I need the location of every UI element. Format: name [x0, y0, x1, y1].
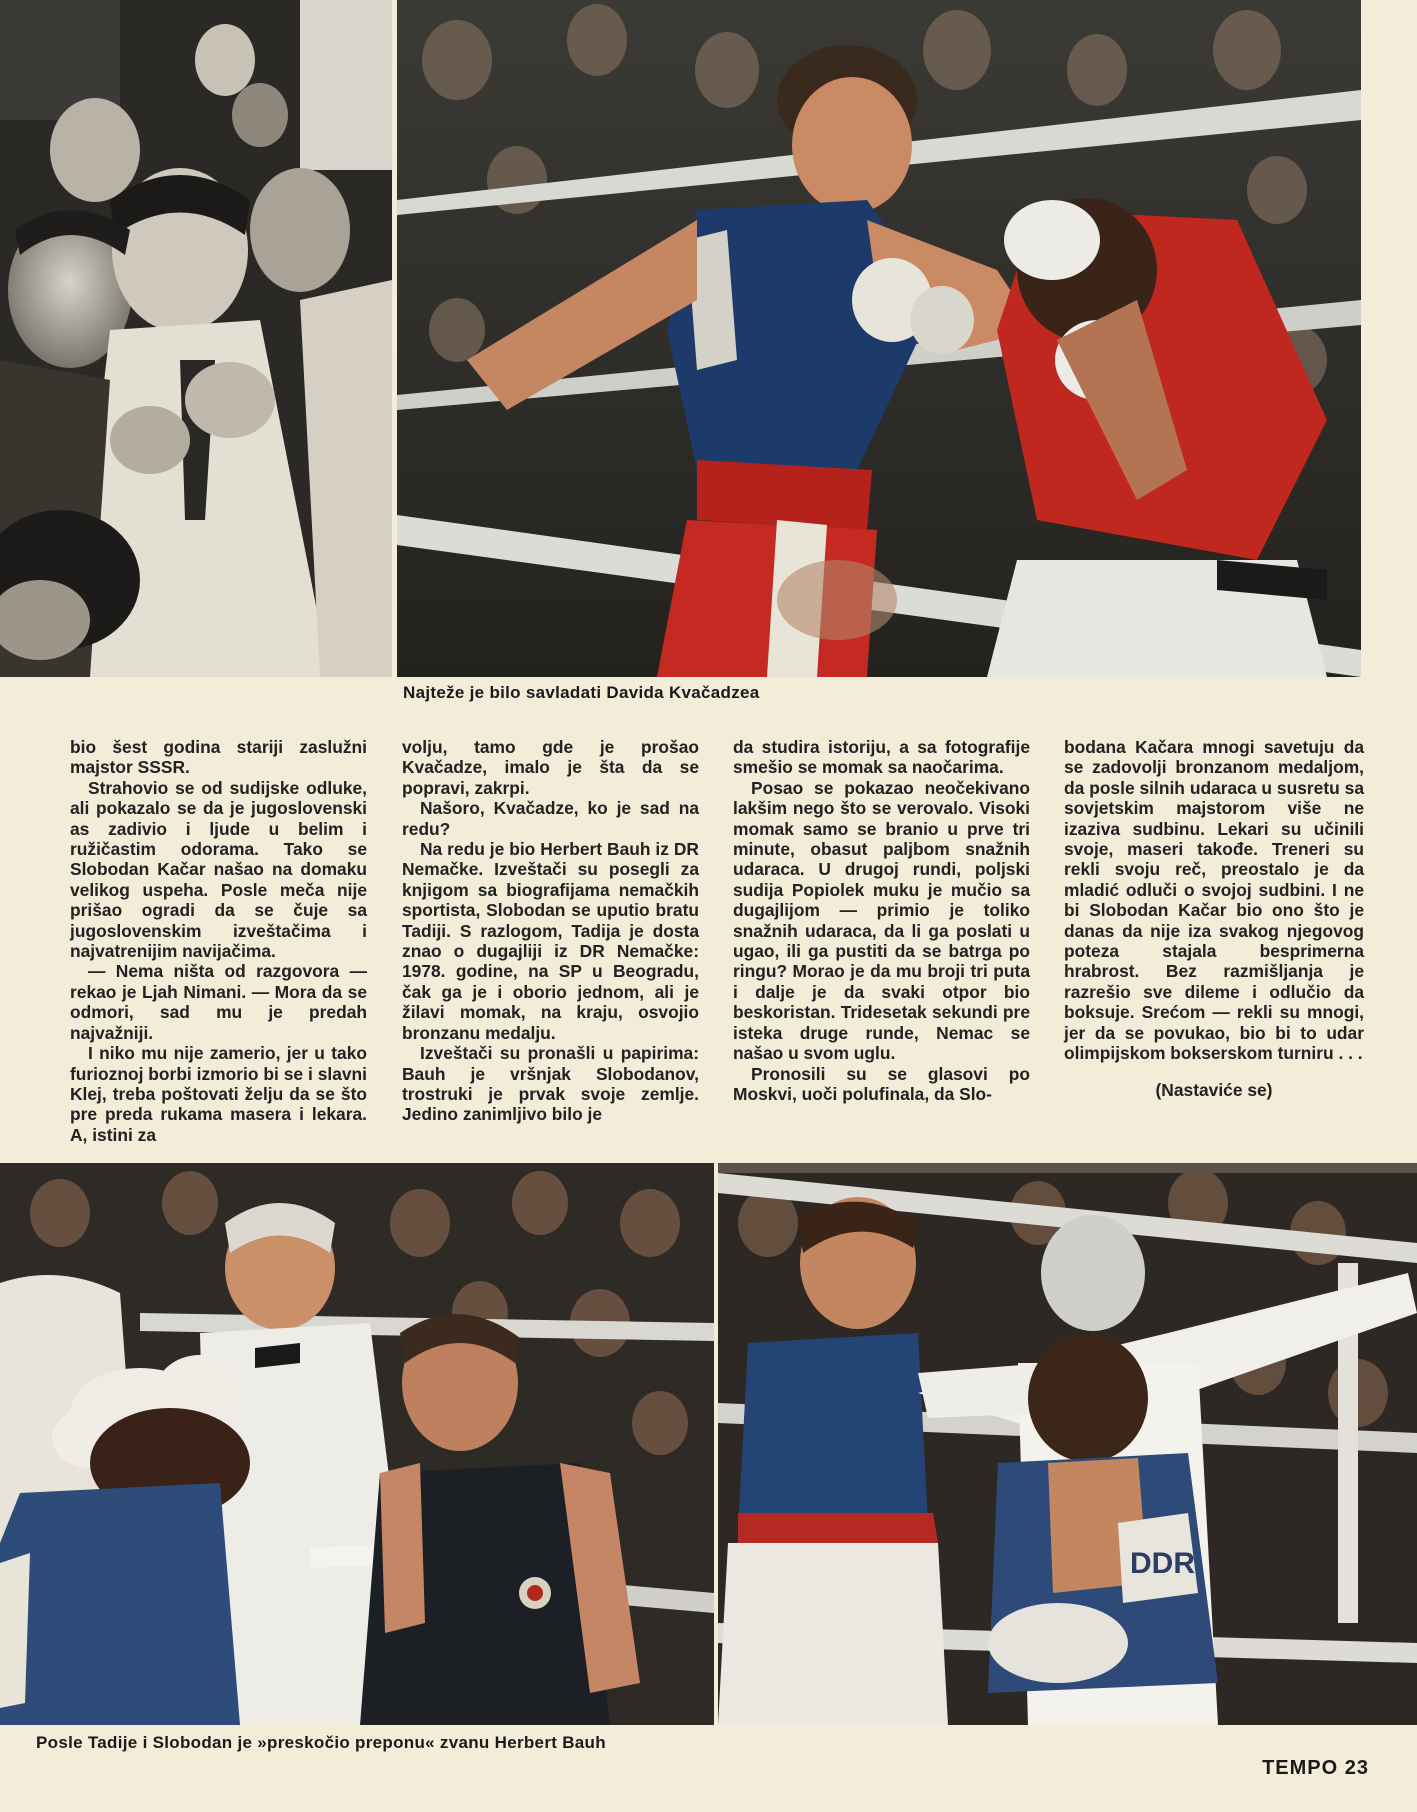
- column-2-paragraph-3: Na redu je bio Herbert Bauh iz DR Nemačke. Izveštači su posegli za knjigom sa biografijama nemačkih sportista, Slobodan se uputio bratu Tadiji. S razlogom, Tadija je dosta znao o dugajliji iz DR Nemačke: 1978. godine, na SP u Beogradu, čak ga je i oborio jednom, ali je žilavi momak, na kraju, osvojio bronzanu medalju.: [402, 839, 699, 1043]
- continuation-note: (Nastaviće se): [1155, 1079, 1273, 1100]
- column-1-paragraph-1: bio šest godina stariji zaslužni majstor SSSR.: [70, 737, 367, 778]
- column-2-paragraph-2: Našoro, Kvačadze, ko je sad na redu?: [402, 798, 699, 839]
- text-column-2: [402, 737, 699, 1125]
- column-3-paragraph-2: Posao se pokazao neočekivano lakšim nego što se verovalo. Visoki momak samo se branio u prve tri minute, obasut paljbom snažnih udaraca. U drugoj rundi, poljski sudija Popiolek muku je mučio sa dugajlijom — primio je toliko snažnih udaraca, da li ga poslati u ugao, ili ga pustiti da se batrga po ringu? Morao je da mu broji tri puta i dalje je da svaki otpor bio beskoristan. Tridesetak sekundi pre isteka druge runde, Nemac se našao u svom uglu.: [733, 777, 1030, 1064]
- text-column-3: [733, 737, 1030, 1104]
- crowd-celebration-photo: [0, 0, 392, 677]
- column-1-paragraph-4: I niko mu nije zamerio, jer u tako furioznoj borbi izmorio bi se i slavni Klej, treba poštovati želju da se što pre preda rukama masera i lekara. A, istini za: [70, 1043, 367, 1145]
- text-column-4: [1064, 737, 1364, 1100]
- page-folio: TEMPO 23: [1262, 1757, 1369, 1779]
- referee-raising-winner-photo: [718, 1163, 1417, 1725]
- column-3-paragraph-1: da studira istoriju, a sa fotografije smešio se momak sa naočarima.: [733, 737, 1030, 778]
- column-1-paragraph-2: Strahovio se od sudijske odluke, ali pokazalo se da je jugoslovenski as zadivio i ljude u belim i ružičastim odorama. Tako se Slobodan Kačar našao na domaku velikog uspeha. Posle meča nije prišao ogradi da se čuje sa jugoslovenskim izveštačima i najvatrenijim navijačima.: [70, 777, 367, 962]
- bottom-photo-caption: Posle Tadije i Slobodan je »preskočio preponu« zvanu Herbert Bauh: [36, 1733, 606, 1752]
- column-4-paragraph-1: bodana Kačara mnogi savetuju da se zadovolji bronzanom medaljom, da posle silnih udaraca u susretu sa sovjetskim majstorom više ne izaziva sudbinu. Lekari su učinili svoje, maseri takođe. Treneri su rekli svoju reč, preostalo je da mladić odluči o svojoj sudbini. I ne bi Slobodan Kačar bio ono što je danas da nije iza svakog njegovog poteza stajala besprimerna hrabrost. Bez razmišljanja je razrešio sve dileme i odlučio da boksuje. Srećom — rekli su mnogi, jer da se povukao, bio bi to udar olimpijskom bokserskom turniru . . .: [1064, 737, 1364, 1064]
- column-1-paragraph-3: — Nema ništa od razgovora — rekao je Ljah Nimani. — Mora da se odmori, sad mu je predah najvažniji.: [70, 961, 367, 1043]
- column-3-paragraph-3: Pronosili su se glasovi po Moskvi, uoči polufinala, da Slo-: [733, 1063, 1030, 1104]
- referee-separating-boxers-photo: [0, 1163, 714, 1725]
- column-2-paragraph-4: Izveštači su pronašli u papirima: Bauh je vršnjak Slobodanov, trostruki je prvak svoje zemlje. Jedino zanimljivo bilo je: [402, 1043, 699, 1125]
- text-column-1: [70, 737, 367, 1145]
- column-2-paragraph-1: volju, tamo gde je prošao Kvačadze, imalo je šta da se popravi, zakrpi.: [402, 737, 699, 798]
- top-photo-caption: Najteže je bilo savladati Davida Kvačadzea: [403, 683, 760, 702]
- jersey-lettering: DDR: [1130, 1547, 1195, 1580]
- boxing-exchange-photo: [397, 0, 1361, 677]
